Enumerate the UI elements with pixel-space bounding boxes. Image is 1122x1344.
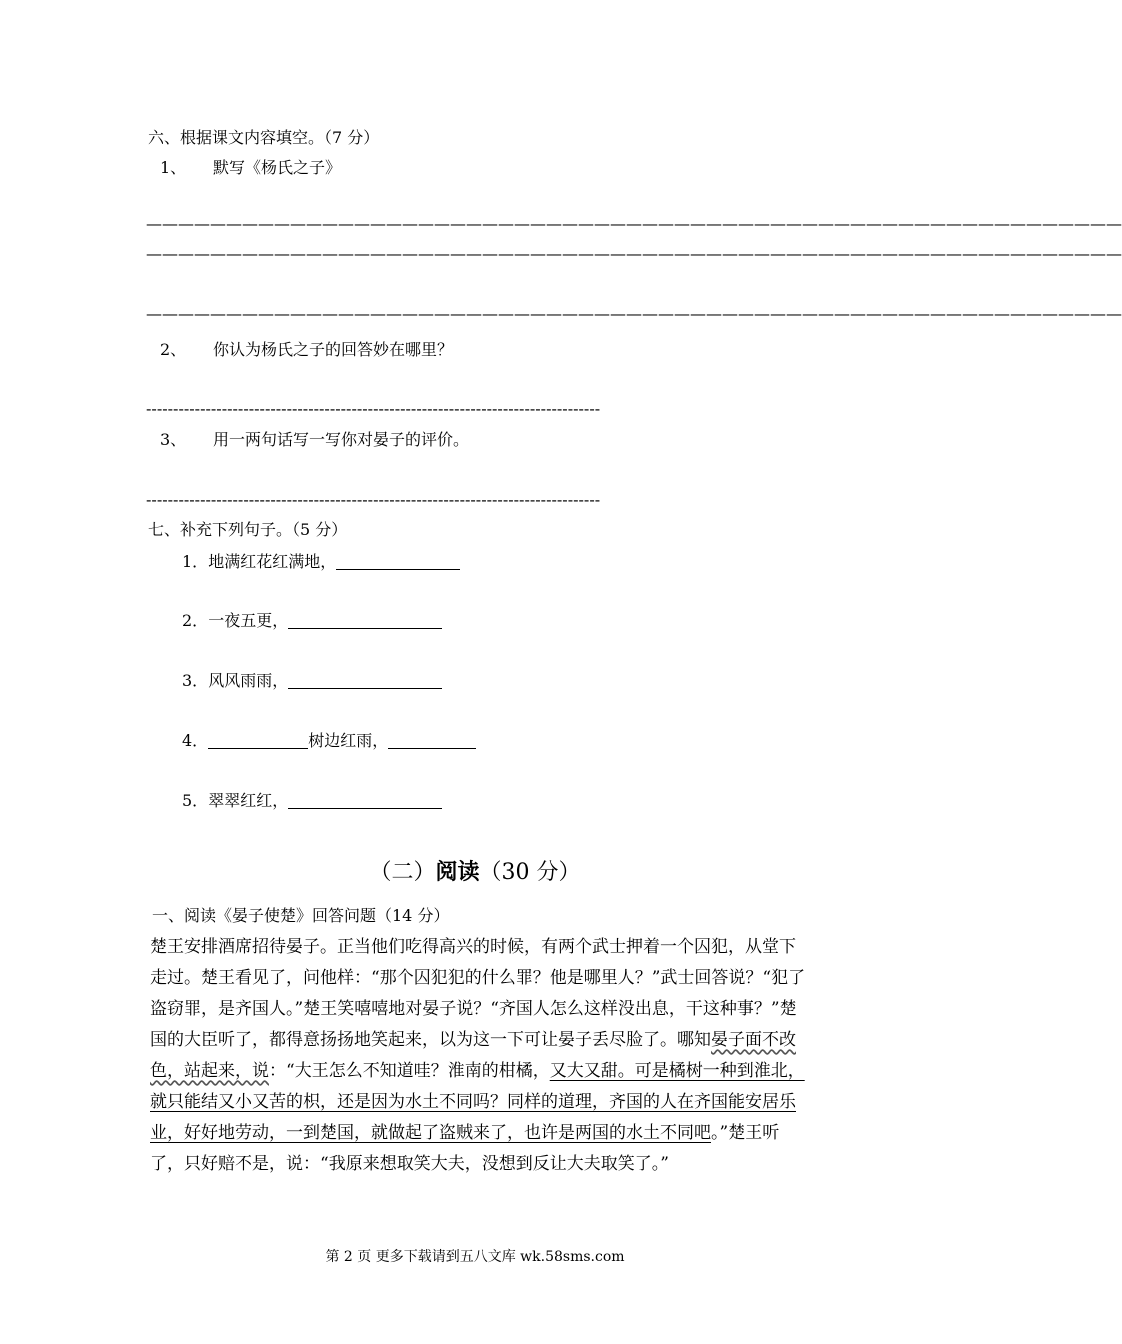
fill-item-text: 翠翠红红，	[208, 791, 289, 810]
fill-item-text: 一夜五更，	[208, 611, 289, 630]
fill-item-text: 风风雨雨，	[208, 671, 289, 690]
q3-number: 3、	[160, 430, 187, 449]
fill-item-4	[182, 730, 476, 751]
q1-number: 1、	[160, 158, 187, 177]
reading-q1-title: 一、阅读《晏子使楚》回答问题（14 分）	[152, 906, 450, 925]
passage-straight-underline: 又大又甜。可是橘树一种到淮北，就只能结又小又苦的枳，还是因为水土不同吗？同样的道理，齐国的人在齐国能安居乐业，好好地劳动，一到楚国，就做起了盗贼来了，也许是两国的水土不同吧	[150, 1061, 805, 1143]
fill-item-number: 1．	[182, 552, 209, 571]
fill-item-number: 4．	[182, 731, 209, 750]
fill-item-1	[182, 551, 460, 572]
answer-line-1[interactable]: —————————————————————————————————————————————————————————————	[146, 214, 1122, 233]
reading-heading-bold: 阅读	[435, 859, 480, 885]
reading-heading-open: （二）	[369, 860, 436, 885]
fill-item-5	[182, 790, 442, 811]
section6-title: 六、根据课文内容填空。（7 分）	[148, 128, 380, 147]
fill-item-2	[182, 610, 442, 631]
fill-blank[interactable]	[288, 670, 442, 689]
fill-item-number: 2．	[182, 611, 209, 630]
answer-line-3[interactable]: —————————————————————————————————————————————————————————————	[146, 304, 1122, 323]
fill-blank[interactable]	[336, 551, 460, 570]
section7-title: 七、补充下列句子。（5 分）	[148, 520, 348, 539]
fill-item-text: 地满红花红满地，	[208, 552, 337, 571]
q1-text: 默写《杨氏之子》	[213, 158, 342, 177]
passage-part-c: 。”楚王听了，只好赔不是，说：“我原来想取笑大夫，没想到反让大夫取笑了。”	[150, 1123, 780, 1174]
page-footer: 第 2 页 更多下载请到五八文库 wk.58sms.com	[325, 1249, 625, 1265]
reading-heading	[0, 858, 950, 887]
fill-blank[interactable]	[288, 790, 442, 809]
fill-item-3	[182, 670, 442, 691]
fill-blank[interactable]	[388, 730, 476, 749]
reading-passage	[150, 932, 810, 1180]
fill-blank[interactable]	[208, 730, 308, 749]
q2-number: 2、	[160, 340, 187, 359]
reading-heading-close: （30 分）	[479, 860, 581, 885]
answer-dash-line-1[interactable]: ------------------------------------------------------------------------------------	[146, 399, 601, 418]
fill-item-text: 树边红雨，	[308, 731, 389, 750]
answer-line-2[interactable]: —————————————————————————————————————————————————————————————	[146, 244, 1122, 263]
passage-part-a: 楚王安排酒席招待晏子。正当他们吃得高兴的时候，有两个武士押着一个囚犯，从堂下走过。楚王看见了，问他样：“那个囚犯犯的什么罪？他是哪里人？”武士回答说？“犯了盗窃罪，是齐国人。”楚王笑嘻嘻地对晏子说？“齐国人怎么这样没出息，干这种事？”楚国的大臣听了，都得意扬扬地笑起来，以为这一下可让晏子丢尽脸了。哪知	[150, 937, 806, 1050]
passage-wavy-underline: 晏子面不改色，站起来，说	[150, 1030, 796, 1081]
q3-text: 用一两句话写一写你对晏子的评价。	[213, 430, 470, 449]
answer-dash-line-2[interactable]: ------------------------------------------------------------------------------------	[146, 490, 601, 509]
passage-part-b: ：“大王怎么不知道哇？淮南的柑橘，	[269, 1061, 550, 1081]
q2-text: 你认为杨氏之子的回答妙在哪里？	[213, 340, 454, 359]
fill-item-number: 3．	[182, 671, 209, 690]
fill-blank[interactable]	[288, 610, 442, 629]
fill-item-number: 5．	[182, 791, 209, 810]
